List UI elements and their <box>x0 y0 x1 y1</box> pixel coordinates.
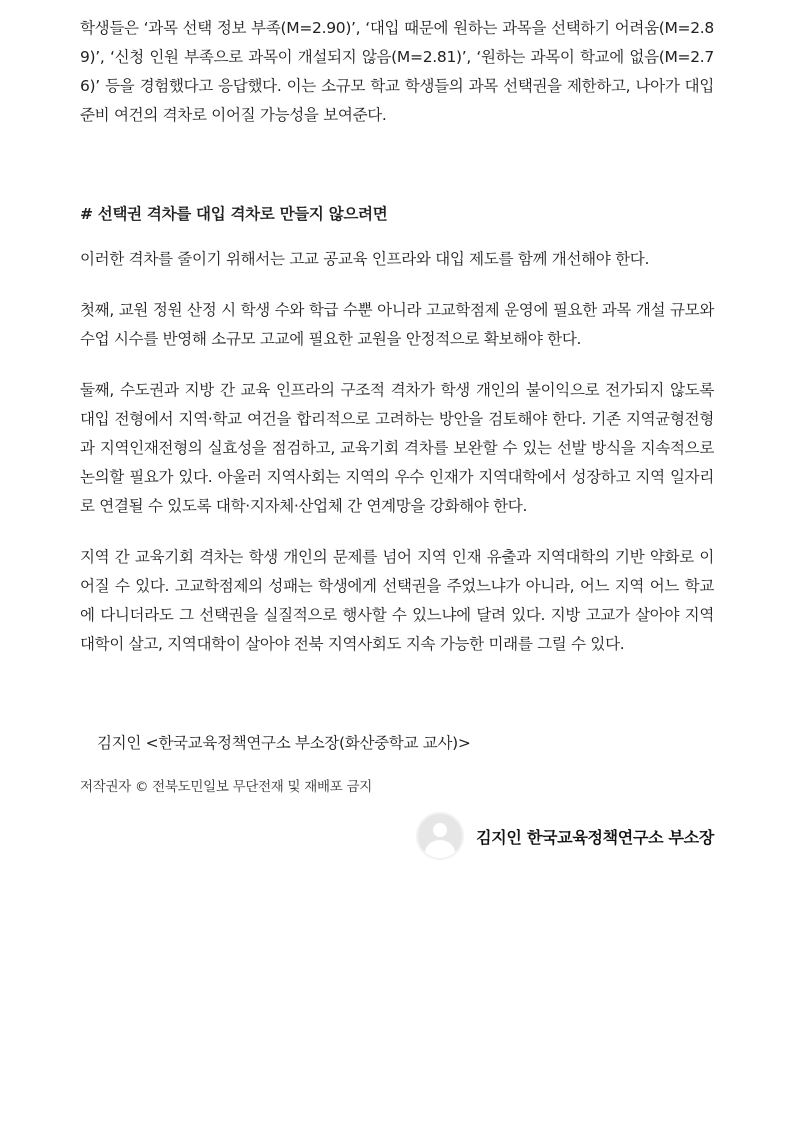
article-paragraph-1: 이러한 격차를 줄이기 위해서는 고교 공교육 인프라와 대입 제도를 함께 개선해야 한다. <box>80 250 650 268</box>
author-name[interactable]: 김지인 한국교육정책연구소 부소장 <box>476 827 714 847</box>
spacer <box>80 229 714 245</box>
article-paragraph-intro: 학생들은 ‘과목 선택 정보 부족(M=2.90)’, ‘대입 때문에 원하는 과목을 선택하기 어려움(M=2.89)’, ‘신청 인원 부족으로 과목이 개설되지 않음(M=2.81)’, ‘원하는 과목이 학교에 없음(M=2.76)’ 등을 경험했다고 응답했다. 이는 소규모 학교 학생들의 과목 선택권을 제한하고, 나아가 대입 준비 여건의 격차로 이어질 가능성을 보여준다. <box>80 19 714 124</box>
article-body <box>80 14 714 860</box>
copyright-notice: 저작권자 © 전북도민일보 무단전재 및 재배포 금지 <box>80 779 372 795</box>
spacer <box>80 354 714 376</box>
spacer <box>80 521 714 543</box>
avatar-head-shape <box>433 823 447 837</box>
spacer <box>80 130 714 200</box>
spacer <box>80 659 714 729</box>
article-paragraph-2: 첫째, 교원 정원 산정 시 학생 수와 학급 수뿐 아니라 고교학점제 운영에 필요한 과목 개설 규모와 수업 시수를 반영해 소규모 고교에 필요한 교원을 안정적으로 확보해야 한다. <box>80 301 714 348</box>
article-subheading: # 선택권 격차를 대입 격차로 만들지 않으려면 <box>80 205 388 223</box>
article-byline: 김지인 <한국교육정책연구소 부소장(화산중학교 교사)> <box>97 734 471 752</box>
avatar-shoulders-shape <box>425 840 455 860</box>
article-paragraph-4: 지역 간 교육기회 격차는 학생 개인의 문제를 넘어 지역 인재 유출과 지역대학의 기반 약화로 이어질 수 있다. 고교학점제의 성패는 학생에게 선택권을 주었느냐가 아니라, 어느 지역 어느 학교에 다니더라도 그 선택권을 실질적으로 행사할 수 있느냐에 달려 있다. 지방 고교가 살아야 지역대학이 살고, 지역대학이 살아야 전북 지역사회도 지속 가능한 미래를 그릴 수 있다. <box>80 548 714 653</box>
default-user-avatar-icon[interactable] <box>416 812 464 860</box>
author-profile[interactable] <box>80 812 714 860</box>
article-paragraph-3: 둘째, 수도권과 지방 간 교육 인프라의 구조적 격차가 학생 개인의 불이익으로 전가되지 않도록 대입 전형에서 지역·학교 여건을 합리적으로 고려하는 방안을 검토해야 한다. 기존 지역균형전형과 지역인재전형의 실효성을 점검하고, 교육기회 격차를 보완할 수 있는 선발 방식을 지속적으로 논의할 필요가 있다. 아울러 지역사회는 지역의 우수 인재가 지역대학에서 성장하고 지역 일자리로 연결될 수 있도록 대학·지자체·산업체 간 연계망을 강화해야 한다. <box>80 381 714 515</box>
spacer <box>80 274 714 296</box>
